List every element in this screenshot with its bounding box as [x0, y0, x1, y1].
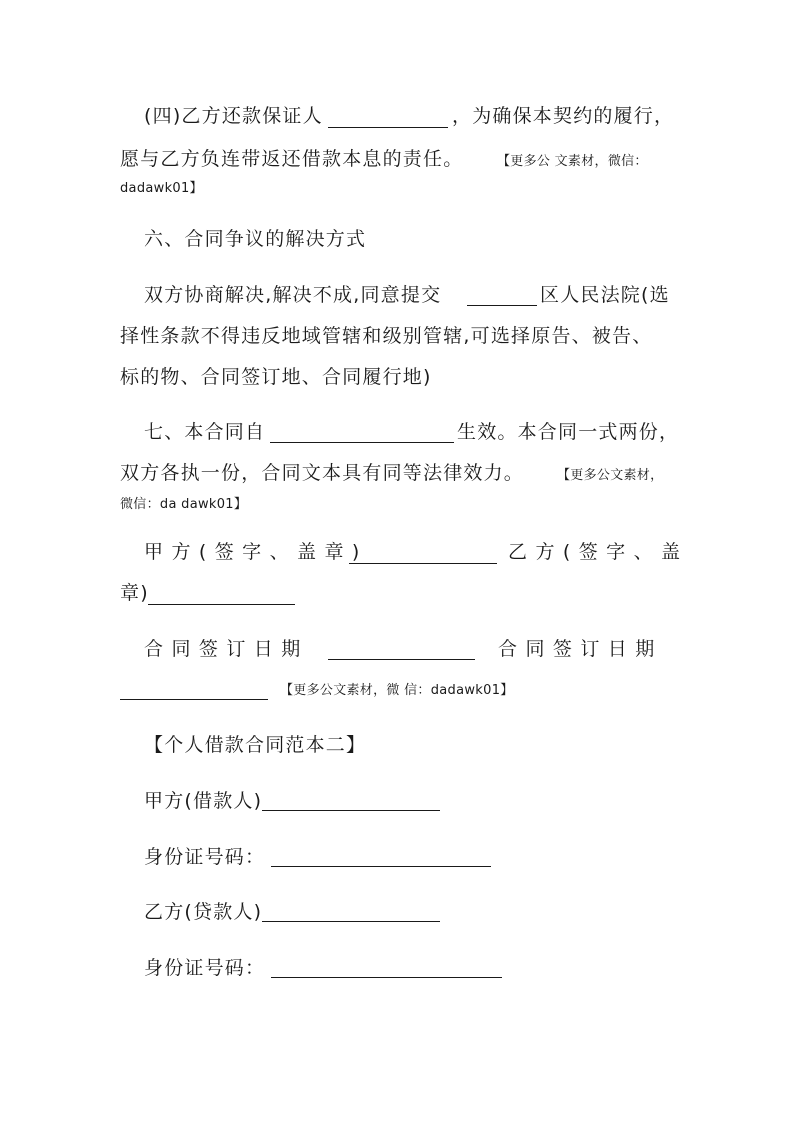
lender-id-label: 身份证号码： — [144, 957, 266, 979]
dispute-line-2: 择性条款不得违反地域管辖和级别管辖,可选择原告、被告、 — [120, 325, 653, 347]
dispute-line-3: 标的物、合同签订地、合同履行地) — [120, 366, 432, 388]
borrower-id-blank — [271, 866, 491, 867]
watermark-note-cont: dadawk01】 — [120, 181, 203, 196]
borrower-label: 甲方(借款人) — [144, 790, 263, 812]
watermark-note-2-cont: 微信：da dawk01】 — [120, 497, 248, 512]
borrower-id-label: 身份证号码： — [144, 846, 266, 868]
effective-date-blank — [270, 442, 454, 443]
section-7-line-2: 双方各执一份，合同文本具有同等法律效力。 — [120, 462, 525, 484]
watermark-note-2: 【更多公文素材， — [557, 468, 664, 483]
guarantor-blank — [328, 127, 448, 128]
lender-label: 乙方(贷款人) — [144, 901, 263, 923]
party-a-signature-blank — [349, 563, 497, 564]
guarantor-line-2: 愿与乙方负连带返还借款本息的责任。 — [120, 148, 464, 170]
lender-blank — [262, 921, 440, 922]
contract-2-heading: 【个人借款合同范本二】 — [144, 734, 367, 756]
party-b-signature-blank — [148, 604, 295, 605]
date-label-a: 合 同 签 订 日 期 — [144, 638, 302, 660]
guarantor-label: (四)乙方还款保证人 — [144, 105, 323, 127]
party-b-signature-label: 乙 方 ( 签 字 、 盖 — [508, 541, 682, 563]
date-blank-a — [328, 659, 475, 660]
party-b-signature-label-cont: 章) — [120, 582, 149, 604]
court-blank — [467, 305, 537, 306]
section-6-title: 六、合同争议的解决方式 — [144, 228, 367, 250]
dispute-line-1: 双方协商解决,解决不成,同意提交 — [144, 284, 442, 306]
dispute-line-1-tail: 区人民法院(选 — [540, 284, 670, 306]
borrower-blank — [262, 810, 440, 811]
date-blank-b — [120, 699, 268, 700]
party-a-signature-label: 甲 方 ( 签 字 、 盖 章 ) — [144, 541, 361, 563]
date-label-b: 合 同 签 订 日 期 — [498, 638, 656, 660]
guarantor-line-tail: ，为确保本契约的履行， — [452, 105, 675, 127]
watermark-note-3: 【更多公文素材，微 信：dadawk01】 — [280, 683, 514, 698]
lender-id-blank — [271, 977, 502, 978]
watermark-note: 【更多公 文素材，微信： — [497, 154, 648, 169]
section-7-line-1-tail: 生效。本合同一式两份， — [457, 421, 680, 443]
section-7-line-1: 七、本合同自 — [144, 421, 266, 443]
